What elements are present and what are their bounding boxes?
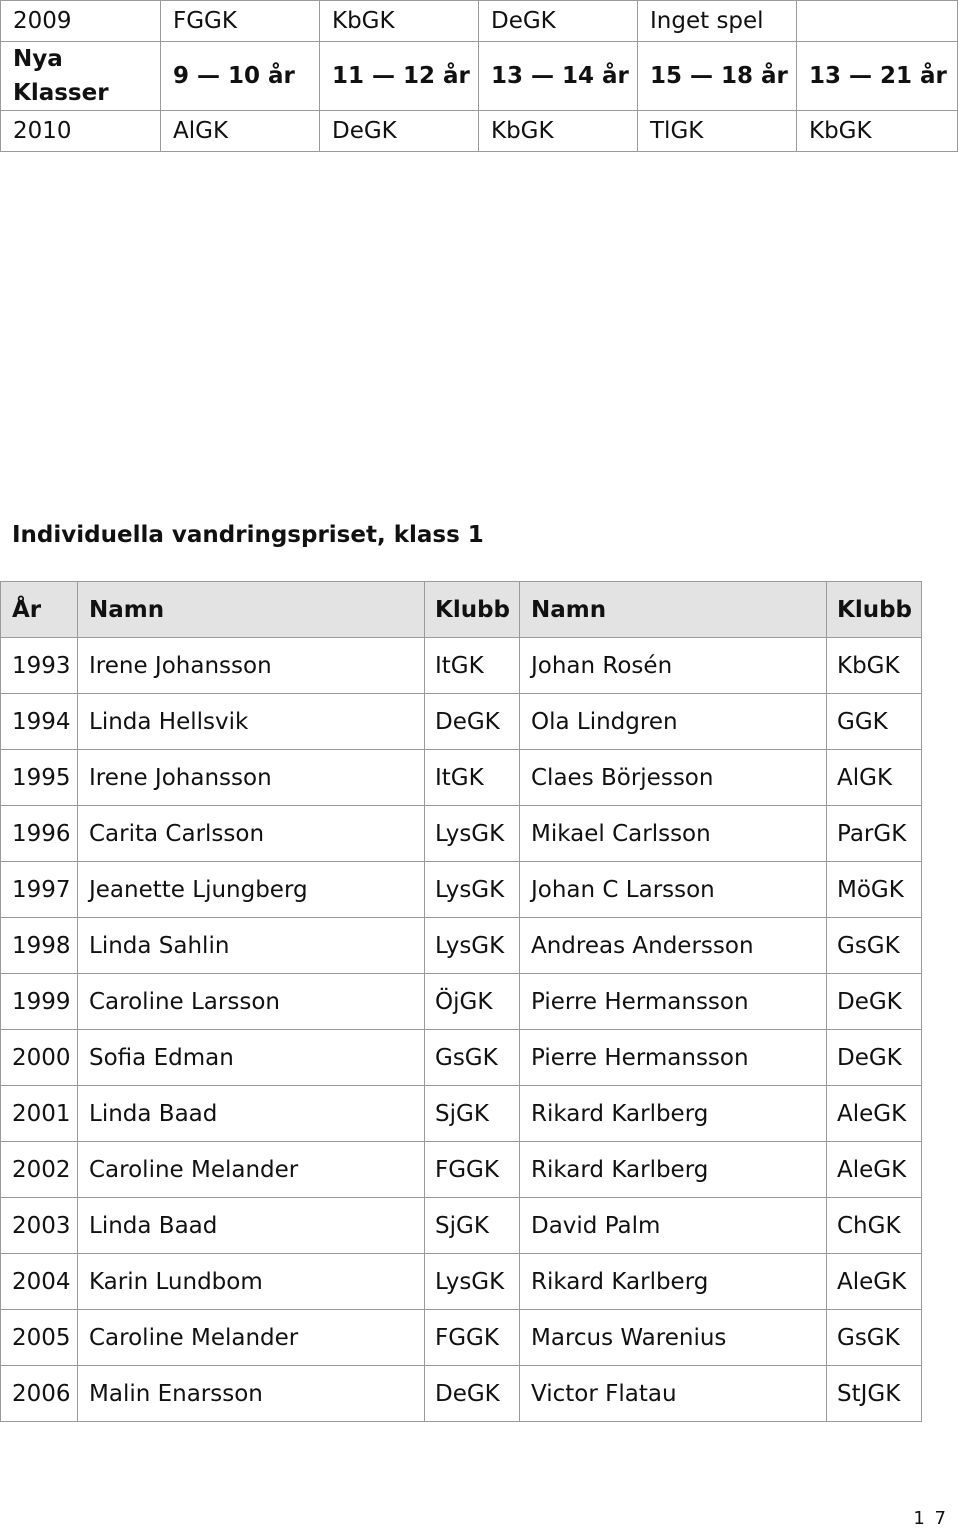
table-row [1, 1142, 922, 1198]
age-class-cell: 13 — 21 år [797, 42, 958, 111]
column-header-name: Namn [78, 582, 425, 638]
club-cell: FGGK [425, 1310, 520, 1366]
column-header-club: Klubb [425, 582, 520, 638]
name-cell: Malin Enarsson [78, 1366, 425, 1422]
club-cell: KbGK [827, 638, 922, 694]
year-cell: 2003 [1, 1198, 78, 1254]
club-cell: ParGK [827, 806, 922, 862]
year-cell: 1997 [1, 862, 78, 918]
table-row [1, 111, 958, 152]
year-cell: 1994 [1, 694, 78, 750]
age-class-cell: 9 — 10 år [161, 42, 320, 111]
name-cell: Linda Hellsvik [78, 694, 425, 750]
name-cell: Irene Johansson [78, 638, 425, 694]
club-cell: DeGK [425, 694, 520, 750]
column-header-club: Klubb [827, 582, 922, 638]
club-cell: LysGK [425, 918, 520, 974]
club-cell: SjGK [425, 1086, 520, 1142]
name-cell: Linda Baad [78, 1086, 425, 1142]
table-row [1, 1198, 922, 1254]
name-cell: Marcus Warenius [520, 1310, 827, 1366]
name-cell: Rikard Karlberg [520, 1254, 827, 1310]
table-row [1, 1310, 922, 1366]
club-cell [797, 1, 958, 42]
year-cell: 2006 [1, 1366, 78, 1422]
name-cell: Rikard Karlberg [520, 1086, 827, 1142]
name-cell: Andreas Andersson [520, 918, 827, 974]
name-cell: Johan Rosén [520, 638, 827, 694]
club-cell: LysGK [425, 1254, 520, 1310]
name-cell: Irene Johansson [78, 750, 425, 806]
name-cell: Caroline Larsson [78, 974, 425, 1030]
club-cell: DeGK [827, 974, 922, 1030]
club-cell: DeGK [479, 1, 638, 42]
name-cell: Rikard Karlberg [520, 1142, 827, 1198]
section-title: Individuella vandringspriset, klass 1 [12, 522, 484, 548]
year-cell: 2001 [1, 1086, 78, 1142]
year-cell: 2000 [1, 1030, 78, 1086]
club-cell: DeGK [425, 1366, 520, 1422]
winners-table [0, 581, 922, 1422]
table-row [1, 750, 922, 806]
table-row [1, 1030, 922, 1086]
year-cell: 1995 [1, 750, 78, 806]
club-cell: KbGK [479, 111, 638, 152]
name-cell: Victor Flatau [520, 1366, 827, 1422]
club-cell: KbGK [320, 1, 479, 42]
name-cell: Caroline Melander [78, 1142, 425, 1198]
year-cell: 2010 [1, 111, 161, 152]
table-row [1, 1254, 922, 1310]
age-class-cell: 13 — 14 år [479, 42, 638, 111]
name-cell: Pierre Hermansson [520, 1030, 827, 1086]
club-cell: LysGK [425, 862, 520, 918]
table-row [1, 694, 922, 750]
table-row [1, 1, 958, 42]
year-cell: 2002 [1, 1142, 78, 1198]
name-cell: Caroline Melander [78, 1310, 425, 1366]
year-cell: 2004 [1, 1254, 78, 1310]
year-cell: 2005 [1, 1310, 78, 1366]
age-class-cell: 11 — 12 år [320, 42, 479, 111]
name-cell: Linda Baad [78, 1198, 425, 1254]
club-cell: LysGK [425, 806, 520, 862]
table-header-row [1, 582, 922, 638]
club-cell: SjGK [425, 1198, 520, 1254]
club-cell: StJGK [827, 1366, 922, 1422]
club-cell: FGGK [425, 1142, 520, 1198]
name-cell: Jeanette Ljungberg [78, 862, 425, 918]
club-cell: Inget spel [638, 1, 797, 42]
table-row [1, 1366, 922, 1422]
column-header-year: År [1, 582, 78, 638]
name-cell: Claes Börjesson [520, 750, 827, 806]
club-cell: ÖjGK [425, 974, 520, 1030]
club-cell: GsGK [827, 1310, 922, 1366]
name-cell: Carita Carlsson [78, 806, 425, 862]
club-cell: GsGK [425, 1030, 520, 1086]
name-cell: Sofia Edman [78, 1030, 425, 1086]
name-cell: Johan C Larsson [520, 862, 827, 918]
club-cell: AleGK [827, 1142, 922, 1198]
table-row [1, 918, 922, 974]
page-number: 1 7 [913, 1508, 948, 1529]
table-row [1, 974, 922, 1030]
club-cell: MöGK [827, 862, 922, 918]
year-cell: 1998 [1, 918, 78, 974]
club-cell: AlGK [827, 750, 922, 806]
table-row [1, 638, 922, 694]
table-row [1, 1086, 922, 1142]
club-cell: GsGK [827, 918, 922, 974]
new-classes-label: Nya Klasser [1, 42, 161, 111]
year-cell: 2009 [1, 1, 161, 42]
club-cell: ItGK [425, 638, 520, 694]
club-cell: GGK [827, 694, 922, 750]
age-class-cell: 15 — 18 år [638, 42, 797, 111]
club-cell: DeGK [827, 1030, 922, 1086]
club-cell: TlGK [638, 111, 797, 152]
table-row [1, 862, 922, 918]
name-cell: Mikael Carlsson [520, 806, 827, 862]
year-cell: 1996 [1, 806, 78, 862]
class-results-table [0, 0, 958, 152]
year-cell: 1999 [1, 974, 78, 1030]
name-cell: Linda Sahlin [78, 918, 425, 974]
club-cell: FGGK [161, 1, 320, 42]
club-cell: KbGK [797, 111, 958, 152]
name-cell: Karin Lundbom [78, 1254, 425, 1310]
club-cell: AleGK [827, 1086, 922, 1142]
year-cell: 1993 [1, 638, 78, 694]
column-header-name: Namn [520, 582, 827, 638]
name-cell: Ola Lindgren [520, 694, 827, 750]
club-cell: AleGK [827, 1254, 922, 1310]
club-cell: ChGK [827, 1198, 922, 1254]
club-cell: ItGK [425, 750, 520, 806]
club-cell: AlGK [161, 111, 320, 152]
club-cell: DeGK [320, 111, 479, 152]
name-cell: Pierre Hermansson [520, 974, 827, 1030]
table-row [1, 806, 922, 862]
name-cell: David Palm [520, 1198, 827, 1254]
table-row [1, 42, 958, 111]
